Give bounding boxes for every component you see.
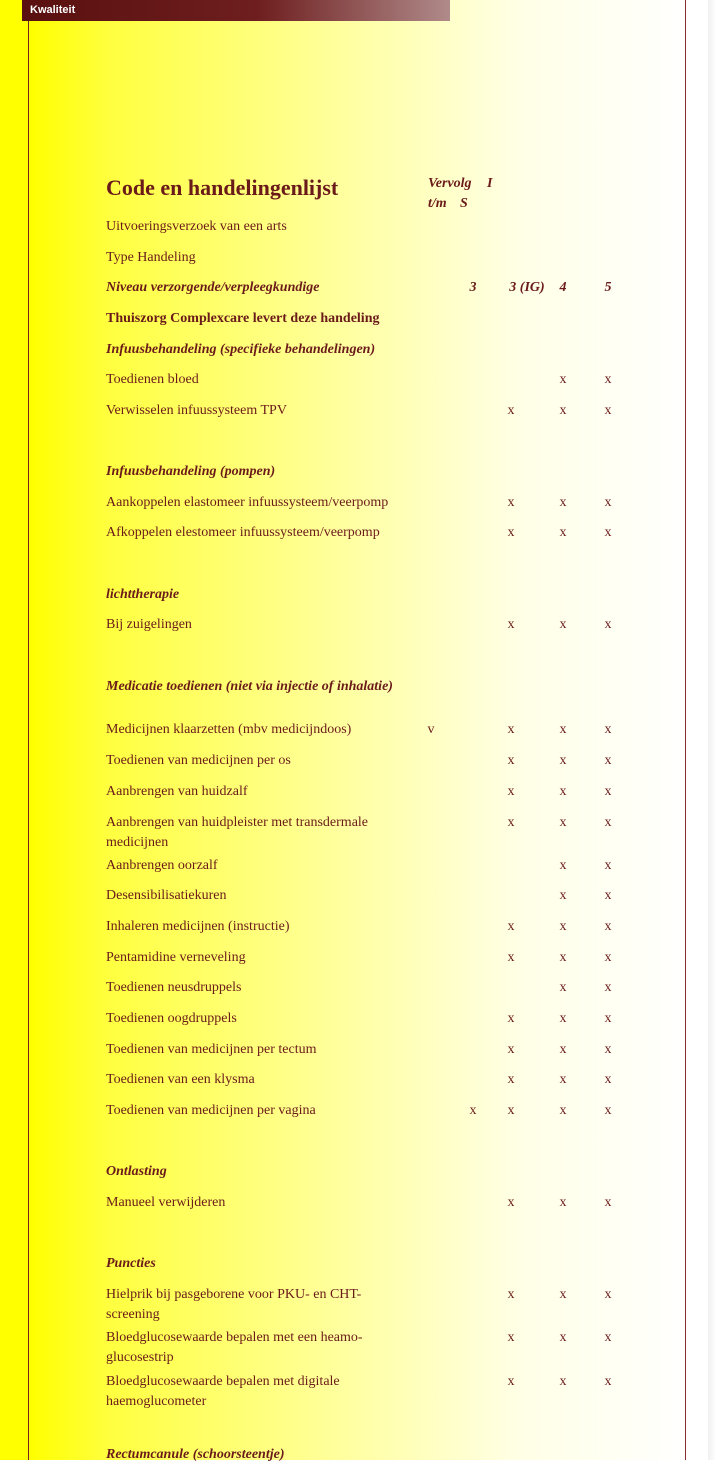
level-mark: x xyxy=(604,1374,612,1389)
level-mark: x xyxy=(507,1072,515,1087)
level-mark: x xyxy=(559,888,567,903)
level-mark: x xyxy=(559,617,567,632)
level-mark: 5 xyxy=(604,280,612,295)
level-mark: x xyxy=(559,919,567,934)
level-mark: x xyxy=(559,1103,567,1118)
level-mark: x xyxy=(507,1103,515,1118)
header-bar xyxy=(22,0,450,21)
level-mark: x xyxy=(559,1072,567,1087)
level-mark: x xyxy=(507,784,515,799)
level-mark: x xyxy=(507,1011,515,1026)
level-mark: x xyxy=(559,372,567,387)
column-header-s: S xyxy=(460,196,468,211)
level-mark: x xyxy=(604,1330,612,1345)
level-mark: x xyxy=(559,1011,567,1026)
section-heading: lichttherapie xyxy=(106,587,180,602)
handeling-label: Medicijnen klaarzetten (mbv medicijndoos) xyxy=(106,722,352,737)
level-mark: x xyxy=(559,1374,567,1389)
level-mark: x xyxy=(604,495,612,510)
page-title: Code en handelingenlijst xyxy=(106,175,339,200)
level-mark: x xyxy=(507,1195,515,1210)
handeling-label: Toedienen bloed xyxy=(106,372,199,387)
left-border-line xyxy=(28,0,29,1460)
level-mark: x xyxy=(604,858,612,873)
level-mark: x xyxy=(604,1011,612,1026)
level-mark: x xyxy=(559,753,567,768)
level-mark: 4 xyxy=(559,280,567,295)
level-mark: x xyxy=(507,815,515,830)
level-mark: x xyxy=(604,950,612,965)
handeling-label: Verwisselen infuussysteem TPV xyxy=(106,403,287,418)
section-heading: Rectumcanule (schoorsteentje) xyxy=(106,1447,285,1462)
level-mark: x xyxy=(604,1042,612,1057)
level-mark: x xyxy=(604,1287,612,1302)
level-mark: 3 xyxy=(469,280,477,295)
header-label: Kwaliteit xyxy=(30,4,76,16)
handeling-label: Toedienen neusdruppels xyxy=(106,980,242,995)
column-header-tm: t/m xyxy=(428,196,447,211)
level-mark: x xyxy=(507,919,515,934)
level-mark: x xyxy=(507,495,515,510)
level-mark: x xyxy=(559,525,567,540)
level-mark: x xyxy=(559,1042,567,1057)
section-heading: Puncties xyxy=(106,1256,156,1271)
level-mark: x xyxy=(604,815,612,830)
handeling-label: Bij zuigelingen xyxy=(106,617,192,632)
level-mark: x xyxy=(559,722,567,737)
handeling-label: Pentamidine verneveling xyxy=(106,950,246,965)
handeling-label: Type Handeling xyxy=(106,250,196,265)
handeling-label: Hielprik bij pasgeborene voor PKU- en CHT-screening xyxy=(106,1287,362,1322)
level-mark: 3 (IG) xyxy=(509,280,545,295)
level-mark: x xyxy=(604,722,612,737)
level-mark: x xyxy=(559,1287,567,1302)
level-mark: x xyxy=(604,403,612,418)
section-heading: Infuusbehandeling (specifieke behandelingen) xyxy=(106,342,376,357)
section-heading: Infuusbehandeling (pompen) xyxy=(106,464,276,479)
level-mark: x xyxy=(507,403,515,418)
level-mark: x xyxy=(507,1330,515,1345)
section-heading: Medicatie toedienen (niet via injectie of inhalatie) xyxy=(106,679,393,694)
level-mark: x xyxy=(559,858,567,873)
level-mark: x xyxy=(559,403,567,418)
level-mark: x xyxy=(559,1330,567,1345)
level-mark: x xyxy=(604,888,612,903)
level-mark: x xyxy=(507,753,515,768)
level-mark: x xyxy=(559,815,567,830)
handeling-label: Toedienen van medicijnen per vagina xyxy=(106,1103,316,1118)
level-mark: x xyxy=(604,1072,612,1087)
handeling-label: Manueel verwijderen xyxy=(106,1195,226,1210)
handeling-label: Aanbrengen oorzalf xyxy=(106,858,218,873)
handeling-label: Toedienen van een klysma xyxy=(106,1072,255,1087)
section-heading: Ontlasting xyxy=(106,1164,167,1179)
level-mark: x xyxy=(604,1103,612,1118)
level-mark: x xyxy=(507,525,515,540)
section-heading: Niveau verzorgende/verpleegkundige xyxy=(106,280,320,295)
level-mark: x xyxy=(604,919,612,934)
level-mark: x xyxy=(559,950,567,965)
level-mark: x xyxy=(604,372,612,387)
handeling-label: Afkoppelen elestomeer infuussysteem/veerpomp xyxy=(106,525,380,540)
level-mark: x xyxy=(507,722,515,737)
handeling-label: Bloedglucosewaarde bepalen met een heamo-glucosestrip xyxy=(106,1330,363,1365)
handeling-label: Aanbrengen van huidzalf xyxy=(106,784,248,799)
level-mark: x xyxy=(559,980,567,995)
handeling-label: Aanbrengen van huidpleister met transdermale medicijnen xyxy=(106,815,369,850)
level-mark: x xyxy=(559,784,567,799)
level-mark: x xyxy=(604,784,612,799)
level-mark: x xyxy=(507,1042,515,1057)
handeling-label: Uitvoeringsverzoek van een arts xyxy=(106,219,287,234)
handeling-label: Toedienen van medicijnen per os xyxy=(106,753,291,768)
level-mark: x xyxy=(507,950,515,965)
page-shadow xyxy=(708,0,716,1460)
level-mark: x xyxy=(559,495,567,510)
level-mark: x xyxy=(604,617,612,632)
handeling-label: Desensibilisatiekuren xyxy=(106,888,227,903)
right-border-line xyxy=(685,0,686,1460)
level-mark: x xyxy=(604,980,612,995)
level-mark: x xyxy=(507,617,515,632)
handeling-label: Aankoppelen elastomeer infuussysteem/veerpomp xyxy=(106,495,389,510)
level-mark: v xyxy=(427,722,435,737)
handeling-label: Toedienen van medicijnen per tectum xyxy=(106,1042,317,1057)
level-mark: x xyxy=(507,1374,515,1389)
level-mark: x xyxy=(507,1287,515,1302)
level-mark: x xyxy=(469,1103,477,1118)
column-header-i: I xyxy=(487,176,493,191)
level-mark: x xyxy=(559,1195,567,1210)
level-mark: x xyxy=(604,1195,612,1210)
handeling-label: Bloedglucosewaarde bepalen met digitale haemoglucometer xyxy=(106,1374,340,1409)
column-header-vervolg: Vervolg xyxy=(428,176,472,191)
level-mark: x xyxy=(604,525,612,540)
level-mark: x xyxy=(604,753,612,768)
handeling-label: Inhaleren medicijnen (instructie) xyxy=(106,919,290,934)
section-heading: Thuiszorg Complexcare levert deze handeling xyxy=(106,311,380,326)
handeling-label: Toedienen oogdruppels xyxy=(106,1011,237,1026)
